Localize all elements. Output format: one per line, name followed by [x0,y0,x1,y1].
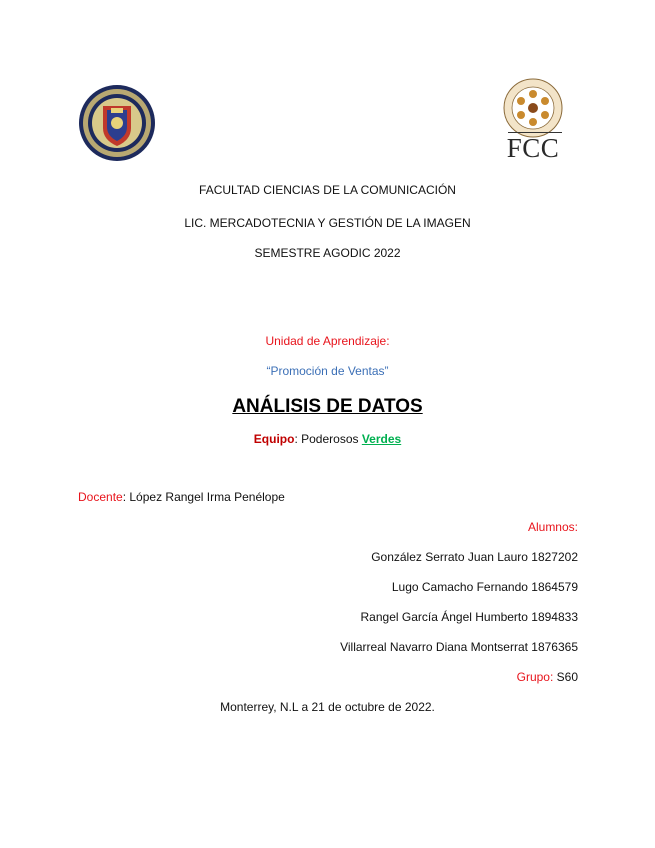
students-label: Alumnos: [527,520,578,534]
unit-name: “Promoción de Ventas” [266,364,389,378]
unit-label: Unidad de Aprendizaje: [265,334,390,348]
place-date: Monterrey, N.L a 21 de octubre de 2022. [220,700,435,714]
student-name: González Serrato Juan Lauro 1827202 [371,550,578,564]
teacher-separator: : [122,490,130,504]
student-name: Rangel García Ángel Humberto 1894833 [360,610,578,624]
team-name-part2: Verdes [361,432,402,446]
student-name: Villarreal Navarro Diana Montserrat 1876365 [340,640,578,654]
team-label: Equipo [253,432,295,446]
teacher-line [78,490,285,504]
faculty-heading: FACULTAD CIENCIAS DE LA COMUNICACIÓN [199,183,456,197]
university-seal-logo [78,84,156,162]
semester-heading: SEMESTRE AGODIC 2022 [254,246,401,260]
degree-heading: LIC. MERCADOTECNIA Y GESTIÓN DE LA IMAGEN [184,216,471,230]
teacher-label: Docente [78,490,123,504]
group-separator: : [549,670,557,684]
group-line [517,670,578,684]
teacher-name: López Rangel Irma Penélope [129,490,285,504]
team-separator: : [294,432,302,446]
group-value: S60 [556,670,578,684]
fcc-logo-text: FCC [506,133,560,163]
group-label: Grupo [516,670,550,684]
team-line [0,432,655,446]
document-title: ANÁLISIS DE DATOS [232,396,423,417]
student-name: Lugo Camacho Fernando 1864579 [391,580,578,594]
fcc-seal-logo [503,78,563,138]
team-name-part1: Poderosos [301,432,362,446]
